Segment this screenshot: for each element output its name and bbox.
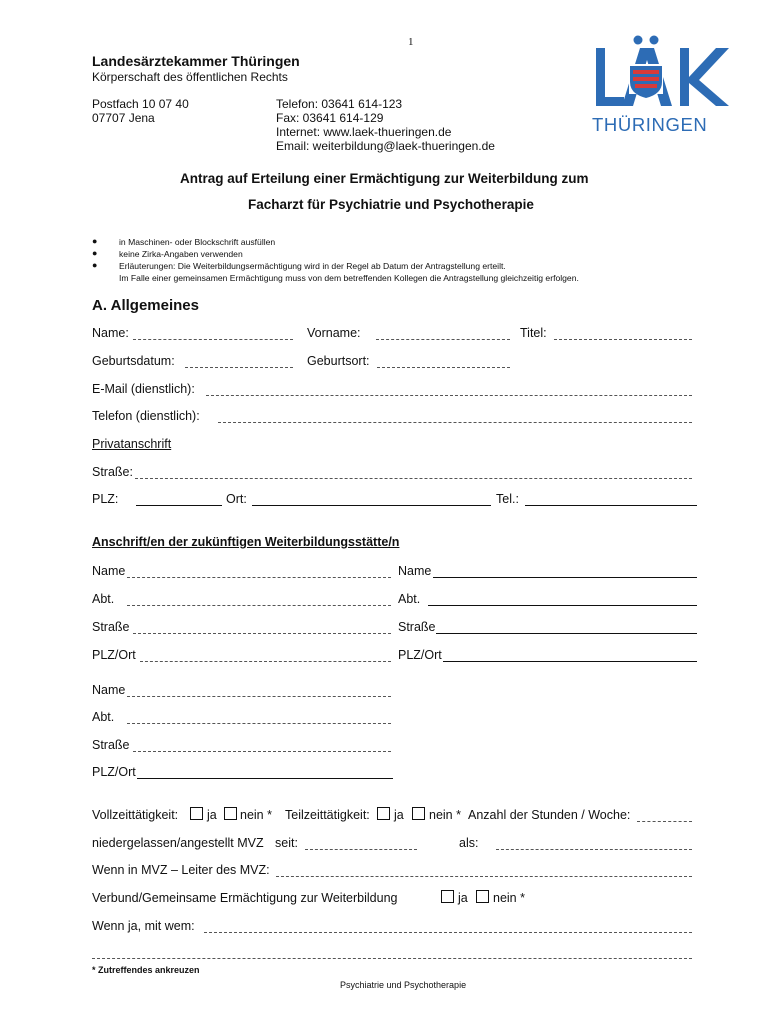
label-stunden: Anzahl der Stunden / Woche: [468, 808, 631, 822]
seit-field[interactable] [305, 849, 417, 850]
label-seit: seit: [275, 836, 298, 850]
titel-field[interactable] [554, 339, 692, 340]
internet: Internet: www.laek-thueringen.de [276, 125, 452, 139]
wb2-strasse-field[interactable] [436, 633, 697, 634]
teilzeit-ja-checkbox[interactable] [377, 807, 390, 820]
label-als: als: [459, 836, 479, 850]
wb3-name-field[interactable] [127, 696, 391, 697]
bullet-icon: ● [92, 260, 98, 270]
label-vollzeit: Vollzeittätigkeit: [92, 808, 179, 822]
wb3-label-abt: Abt. [92, 710, 115, 724]
verbund-ja-label: ja [458, 891, 468, 905]
wb1-plzort-field[interactable] [140, 661, 391, 662]
logo-text: THÜRINGEN [592, 114, 708, 135]
label-verbund: Verbund/Gemeinsame Ermächtigung zur Weiterbildung [92, 891, 398, 905]
name-field[interactable] [133, 339, 293, 340]
verbund-nein-checkbox[interactable] [476, 890, 489, 903]
form-title-line1: Antrag auf Erteilung einer Ermächtigung zur Weiterbildung zum [180, 171, 589, 186]
label-teilzeit: Teilzeittätigkeit: [285, 808, 370, 822]
stunden-field[interactable] [637, 821, 692, 822]
privatanschrift-text: Privatanschrift [92, 437, 172, 451]
telefon-field[interactable] [218, 422, 692, 423]
vollzeit-nein-checkbox[interactable] [224, 807, 237, 820]
wb3-label-strasse: Straße [92, 738, 130, 752]
wb2-label-strasse: Straße [398, 620, 436, 634]
wenn-ja-field-2[interactable] [92, 958, 692, 959]
label-strasse: Straße: [92, 465, 133, 479]
instruction-4: Im Falle einer gemeinsamen Ermächtigung muss von dem betreffenden Kollegen die Antragstellung gleichzeitig erfolgen. [119, 273, 579, 283]
form-title-line2: Facharzt für Psychiatrie und Psychotherapie [248, 197, 534, 212]
wb1-name-field[interactable] [127, 577, 391, 578]
wb2-name-field[interactable] [433, 577, 697, 578]
postfach: Postfach 10 07 40 [92, 97, 189, 111]
email-field[interactable] [206, 395, 692, 396]
label-geburtsdatum: Geburtsdatum: [92, 354, 175, 368]
bullet-icon: ● [92, 248, 98, 258]
wb2-label-abt: Abt. [398, 592, 421, 606]
page-number: 1 [408, 36, 414, 48]
label-geburtsort: Geburtsort: [307, 354, 370, 368]
wb1-label-plzort: PLZ/Ort [92, 648, 136, 662]
vorname-field[interactable] [376, 339, 510, 340]
teilzeit-ja-label: ja [394, 808, 404, 822]
weiterbildung-heading-text: Anschrift/en der zukünftigen Weiterbildungsstätte/n [92, 535, 400, 549]
vollzeit-ja-label: ja [207, 808, 217, 822]
als-field[interactable] [496, 849, 692, 850]
footnote: * Zutreffendes ankreuzen [92, 965, 200, 975]
wb1-label-name: Name [92, 564, 126, 578]
weiterbildung-heading [92, 535, 399, 549]
vollzeit-nein-label: nein * [240, 808, 272, 822]
label-vorname: Vorname: [307, 326, 361, 340]
section-a-heading: A. Allgemeines [92, 297, 199, 314]
teilzeit-nein-checkbox[interactable] [412, 807, 425, 820]
bullet-icon: ● [92, 236, 98, 246]
org-name: Landesärztekammer Thüringen [92, 53, 300, 69]
label-ort: Ort: [226, 492, 247, 506]
instruction-1: in Maschinen- oder Blockschrift ausfüllen [119, 237, 276, 247]
label-telefon: Telefon (dienstlich): [92, 409, 200, 423]
wb1-label-abt: Abt. [92, 592, 115, 606]
geburtsdatum-field[interactable] [185, 367, 293, 368]
wb1-abt-field[interactable] [127, 605, 391, 606]
wb2-label-plzort: PLZ/Ort [398, 648, 442, 662]
org-subtitle: Körperschaft des öffentlichen Rechts [92, 70, 288, 84]
verbund-nein-label: nein * [493, 891, 525, 905]
wb3-label-name: Name [92, 683, 126, 697]
wb3-abt-field[interactable] [127, 723, 391, 724]
label-niedergelassen: niedergelassen/angestellt MVZ [92, 836, 264, 850]
geburtsort-field[interactable] [377, 367, 510, 368]
label-mvz-leiter: Wenn in MVZ – Leiter des MVZ: [92, 863, 270, 877]
vollzeit-ja-checkbox[interactable] [190, 807, 203, 820]
tel-field[interactable] [525, 505, 697, 506]
wb2-label-name: Name [398, 564, 432, 578]
label-plz: PLZ: [92, 492, 119, 506]
page-footer: Psychiatrie und Psychotherapie [340, 980, 467, 990]
label-titel: Titel: [520, 326, 547, 340]
label-tel: Tel.: [496, 492, 519, 506]
wb1-strasse-field[interactable] [133, 633, 391, 634]
label-wenn-ja: Wenn ja, mit wem: [92, 919, 195, 933]
instruction-3: Erläuterungen: Die Weiterbildungsermächtigung wird in der Regel ab Datum der Antragstellung erteilt. [119, 261, 506, 271]
ort-field[interactable] [252, 505, 491, 506]
city: 07707 Jena [92, 111, 155, 125]
fax: Fax: 03641 614-129 [276, 111, 384, 125]
wb3-label-plzort: PLZ/Ort [92, 765, 136, 779]
email-address: Email: weiterbildung@laek-thueringen.de [276, 139, 495, 153]
privatanschrift-heading [92, 437, 171, 451]
verbund-ja-checkbox[interactable] [441, 890, 454, 903]
wenn-ja-field[interactable] [204, 932, 692, 933]
wb2-plzort-field[interactable] [443, 661, 697, 662]
wb3-strasse-field[interactable] [133, 751, 391, 752]
label-name: Name: [92, 326, 129, 340]
teilzeit-nein-label: nein * [429, 808, 461, 822]
strasse-field[interactable] [135, 478, 692, 479]
mvz-leiter-field[interactable] [276, 876, 692, 877]
telefon: Telefon: 03641 614-123 [276, 97, 403, 111]
laek-logo [588, 30, 748, 140]
wb2-abt-field[interactable] [428, 605, 697, 606]
label-email: E-Mail (dienstlich): [92, 382, 195, 396]
wb1-label-strasse: Straße [92, 620, 130, 634]
instruction-2: keine Zirka-Angaben verwenden [119, 249, 243, 259]
plz-field[interactable] [136, 505, 222, 506]
wb3-plzort-field[interactable] [137, 778, 393, 779]
